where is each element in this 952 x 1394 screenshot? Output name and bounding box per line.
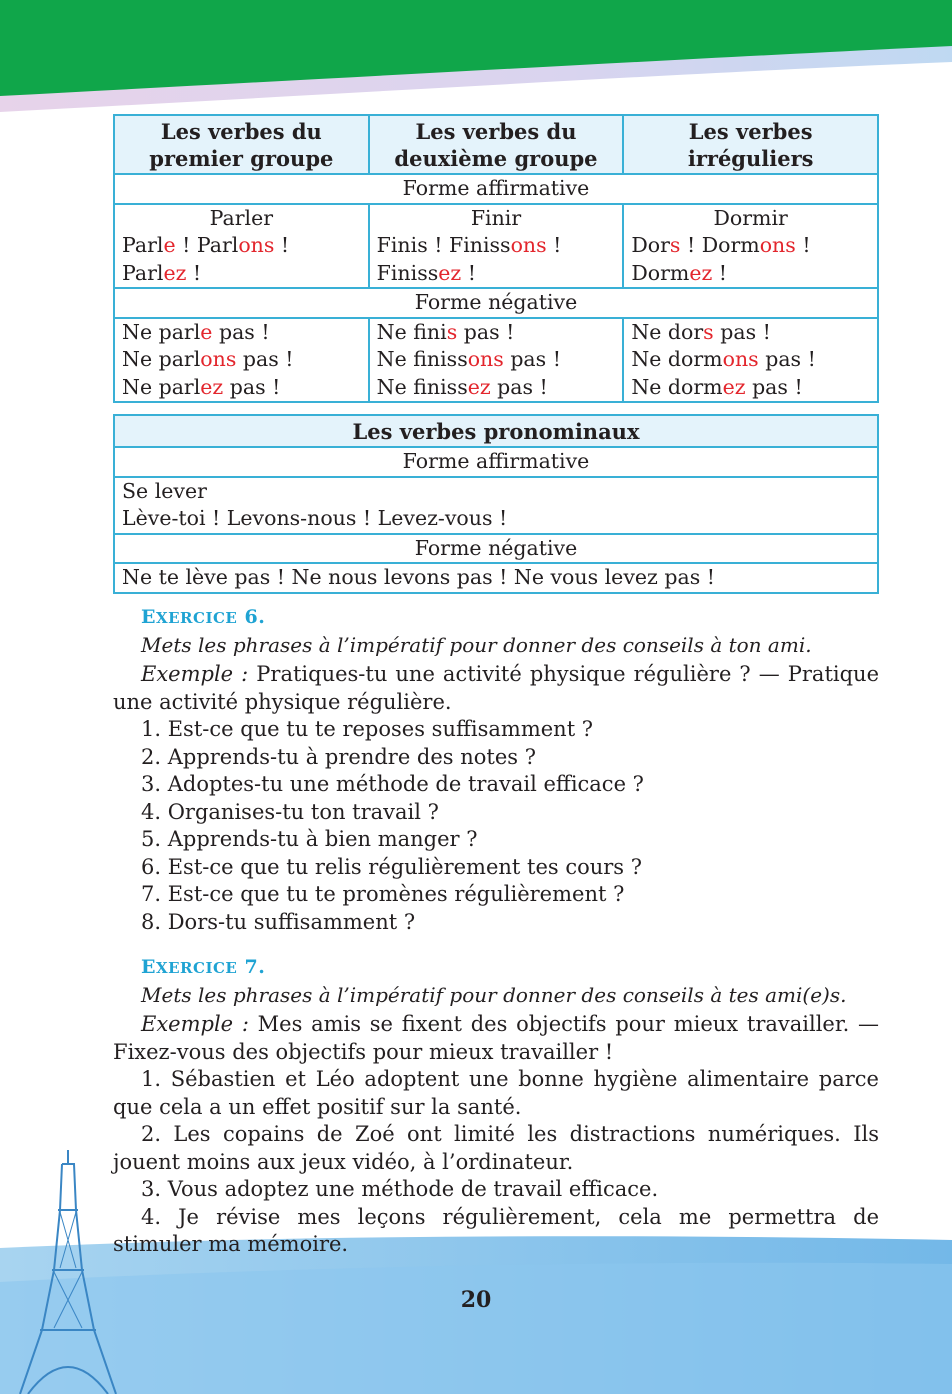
verb-text: Ne parl — [122, 374, 201, 399]
verb-text: Finis — [376, 233, 428, 257]
pronominal-table — [113, 414, 879, 594]
exercise-7-instruction: Mets les phrases à l’impératif pour donner des conseils à tes ami(e)s. — [141, 983, 847, 1007]
verb-text: Ne dor — [631, 319, 704, 344]
verb-ending: s — [446, 319, 458, 344]
header-irregular: Les verbes irréguliers — [623, 115, 878, 174]
verb-form — [377, 346, 616, 374]
verb-form — [631, 260, 870, 288]
infinitive: Parler — [209, 205, 274, 230]
exercise-6-items — [113, 716, 879, 936]
verb-text: Dorm — [631, 260, 690, 285]
negative-cell — [369, 318, 624, 403]
exercise-6-example: Exemple : Pratiques-tu une activité physique régulière ? — Pratique une activité physique régulière. — [113, 662, 879, 714]
verb-text: pas ! — [223, 374, 281, 399]
verb-text: ! Parl — [175, 233, 239, 257]
exercise-item: 8. Dors-tu suffisamment ? — [141, 909, 416, 934]
verb-text: ! — [186, 260, 202, 285]
verb-text: ! — [712, 260, 728, 285]
infinitive: Dormir — [713, 205, 788, 230]
exercise-item: 5. Apprends-tu à bien manger ? — [141, 827, 478, 851]
verb-text: pas ! — [713, 319, 771, 344]
conjugation-table — [113, 114, 879, 403]
verb-text: ! — [274, 233, 290, 257]
verb-form — [631, 374, 870, 402]
verb-text: ! — [546, 233, 562, 257]
infinitive: Finir — [470, 205, 522, 230]
verb-form — [377, 374, 616, 402]
verb-ending: ons — [467, 347, 504, 371]
exercise-7 — [113, 956, 879, 1259]
affirmative-label: Forme affirmative — [114, 174, 878, 204]
verb-text: Dor — [631, 233, 670, 257]
exercise-7-example: Exemple : Mes amis se fixent des objectifs pour mieux travailler. — Fixez-vous des objectifs pour mieux travailler ! — [113, 1012, 879, 1064]
verb-ending: ez — [467, 374, 491, 399]
verb-form — [377, 260, 616, 288]
exercise-item: 1. Est-ce que tu te reposes suffisamment ? — [141, 717, 594, 741]
pronominal-header: Les verbes pronominaux — [114, 415, 878, 447]
verb-text: pas ! — [236, 347, 294, 371]
header-first-group: Les verbes du premier groupe — [114, 115, 369, 174]
affirmative-cell — [369, 204, 624, 289]
verb-text: pas ! — [758, 347, 816, 371]
negative-cell — [114, 318, 369, 403]
verb-form — [631, 232, 870, 260]
verb-form — [631, 319, 870, 347]
pronominal-negative-label: Forme négative — [114, 534, 878, 564]
exercise-item: 1. Sébastien et Léo adoptent une bonne hygiène alimentaire parce que cela a un effet positif sur la santé. — [113, 1067, 879, 1119]
affirmative-cell — [114, 204, 369, 289]
header-second-group: Les verbes du deuxième groupe — [369, 115, 624, 174]
verb-ending: e — [163, 233, 176, 257]
eiffel-tower-icon — [18, 1150, 118, 1394]
verb-ending: ons — [510, 233, 547, 257]
affirmative-cell — [623, 204, 878, 289]
exercise-item: 3. Adoptes-tu une méthode de travail efficace ? — [141, 772, 644, 796]
verb-form — [377, 232, 616, 260]
exercise-6-title: EXERCICE 6. — [141, 606, 266, 628]
verb-text: Ne finiss — [376, 347, 468, 371]
verb-form — [377, 319, 616, 347]
exercise-item: 2. Apprends-tu à prendre des notes ? — [141, 744, 536, 769]
verb-form — [122, 260, 361, 288]
verb-form — [122, 232, 361, 260]
verb-ending: s — [669, 233, 681, 257]
verb-text: Parl — [122, 260, 164, 285]
exercise-item: 4. Je révise mes leçons régulièrement, cela me permettra de stimuler ma mémoire. — [113, 1204, 879, 1256]
verb-text: Ne dorm — [631, 374, 723, 399]
verb-text: pas ! — [457, 319, 515, 344]
verb-form — [122, 346, 361, 374]
verb-form — [631, 346, 870, 374]
verb-text: Parl — [122, 233, 164, 257]
verb-ending: ons — [759, 233, 796, 257]
verb-ending: ez — [722, 374, 746, 399]
exercise-item: 4. Organises-tu ton travail ? — [141, 799, 439, 824]
exercise-6 — [113, 606, 879, 936]
exercise-item: 6. Est-ce que tu relis régulièrement tes cours ? — [141, 854, 643, 879]
exercise-7-title: EXERCICE 7. — [141, 956, 266, 978]
verb-text: ! Finiss — [427, 233, 511, 257]
verb-ending: ez — [689, 260, 713, 285]
verb-ending: ons — [722, 347, 759, 371]
verb-text: ! — [795, 233, 811, 257]
verb-ending: ez — [438, 260, 462, 285]
verb-text: pas ! — [212, 319, 270, 344]
exercise-6-instruction: Mets les phrases à l’impératif pour donner des conseils à ton ami. — [141, 633, 812, 657]
verb-ending: ons — [238, 233, 275, 257]
verb-text: pas ! — [490, 374, 548, 399]
verb-ending: e — [200, 319, 213, 344]
negative-cell — [623, 318, 878, 403]
exercise-7-items — [113, 1066, 879, 1259]
verb-ending: ez — [163, 260, 187, 285]
pronominal-affirmative-cell: Se lever Lève-toi ! Levons-nous ! Levez-vous ! — [114, 477, 878, 534]
verb-ending: ez — [200, 374, 224, 399]
verb-text: Ne fini — [376, 319, 447, 344]
verb-text: Ne finiss — [376, 374, 468, 399]
verb-text: pas ! — [503, 347, 561, 371]
verb-text: ! Dorm — [680, 233, 760, 257]
verb-form — [122, 374, 361, 402]
verb-ending: ons — [200, 347, 237, 371]
verb-text: pas ! — [745, 374, 803, 399]
verb-text: ! — [461, 260, 476, 285]
top-green-band — [0, 0, 952, 112]
exercise-item: 2. Les copains de Zoé ont limité les distractions numériques. Ils jouent moins aux jeux vidéo, à l’ordinateur. — [113, 1122, 879, 1174]
verb-text: Ne parl — [122, 347, 201, 371]
page-number: 20 — [460, 1287, 492, 1313]
exercise-item: 7. Est-ce que tu te promènes régulièrement ? — [141, 882, 625, 906]
negative-label: Forme négative — [114, 288, 878, 318]
pronominal-affirmative-label: Forme affirmative — [114, 447, 878, 477]
verb-text: Ne dorm — [631, 347, 723, 371]
exercise-item: 3. Vous adoptez une méthode de travail efficace. — [141, 1177, 659, 1201]
verb-text: Finiss — [376, 260, 439, 285]
pronominal-negative-cell: Ne te lève pas ! Ne nous levons pas ! Ne vous levez pas ! — [114, 563, 878, 593]
verb-form — [122, 319, 361, 347]
verb-text: Ne parl — [122, 319, 201, 344]
verb-ending: s — [703, 319, 714, 344]
